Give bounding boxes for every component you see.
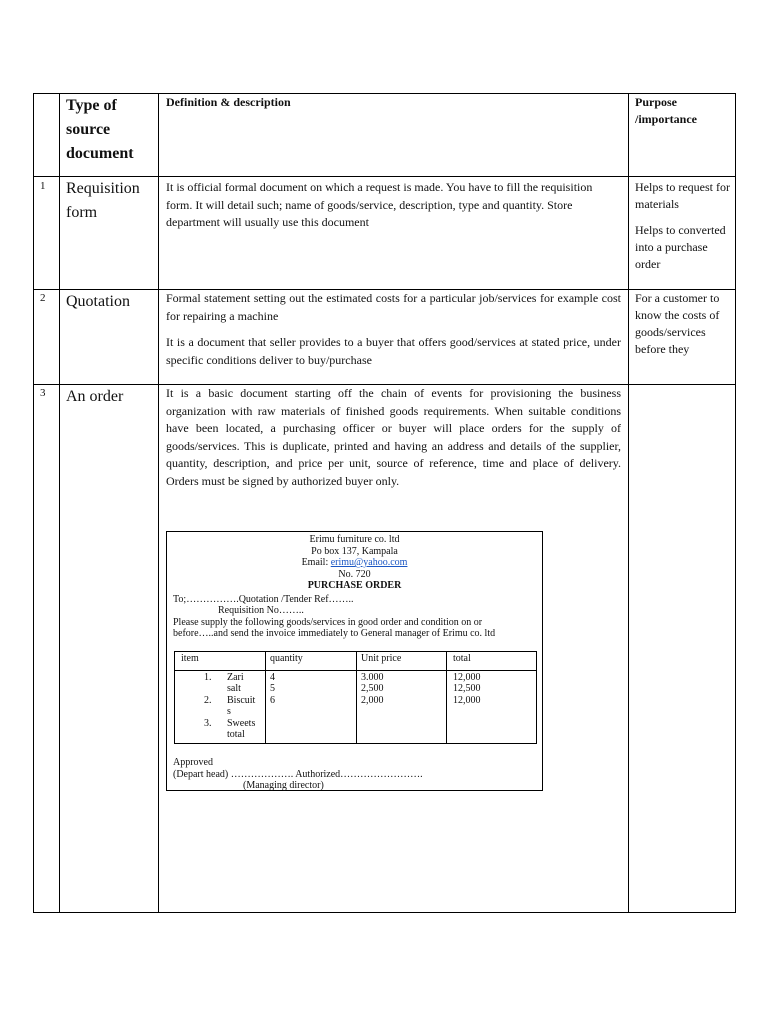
purpose-paragraph: Helps to request for materials bbox=[635, 180, 730, 211]
definition-paragraph: It is a basic document starting off the chain of events for provisioning the business organization with raw materials of finished goods requirements. When suitable conditions have been located, a purchasing officer or buyer will place orders for the supply of goods/services. This is duplicate, printed and having an address and details of the supplier, quantity, description, and price per unit, source of reference, time and place of delivery. Orders must be signed by authorized buyer only. bbox=[166, 386, 621, 488]
po-email bbox=[167, 557, 542, 569]
table-border-bottom bbox=[33, 912, 736, 913]
table-col-divider bbox=[59, 93, 60, 913]
definition-paragraph: Formal statement setting out the estimated costs for a particular job/services for example cost for repairing a machine bbox=[166, 291, 621, 323]
po-table-border bbox=[174, 651, 175, 744]
row-definition bbox=[166, 385, 621, 490]
po-instruction: before…..and send the invoice immediately to General manager of Erimu co. ltd bbox=[173, 628, 496, 639]
po-quantity: 5 bbox=[270, 683, 275, 694]
po-table-divider bbox=[265, 651, 266, 744]
po-title: PURCHASE ORDER bbox=[307, 580, 402, 591]
purpose-paragraph: For a customer to know the costs of goods/services before they bbox=[635, 291, 720, 356]
po-unit-price: 2,000 bbox=[361, 695, 384, 706]
po-item-name: total bbox=[227, 729, 245, 740]
row-definition bbox=[166, 179, 621, 232]
table-col-divider bbox=[158, 93, 159, 913]
po-instruction: Please supply the following goods/services in good order and condition on or bbox=[173, 617, 483, 628]
po-col-total: total bbox=[453, 653, 471, 664]
header-type-line: document bbox=[66, 145, 134, 162]
po-table-divider bbox=[356, 651, 357, 744]
header-definition: Definition & description bbox=[166, 95, 291, 109]
row-type-line: Quotation bbox=[66, 293, 130, 310]
row-purpose bbox=[635, 179, 731, 273]
po-number: No. 720 bbox=[338, 568, 371, 580]
row-type bbox=[66, 290, 156, 314]
po-email-link[interactable]: erimu@yahoo.com bbox=[330, 557, 408, 568]
po-depart-line: (Depart head) ………………. Authorized……………………. bbox=[173, 769, 423, 780]
purchase-order-form bbox=[166, 531, 543, 791]
header-purpose bbox=[635, 94, 733, 128]
po-table-divider bbox=[446, 651, 447, 744]
po-total: 12,000 bbox=[453, 672, 481, 683]
definition-paragraph: It is a document that seller provides to a buyer that offers good/services at stated price, under specific conditions deliver to buy/purchase bbox=[166, 335, 621, 367]
po-item-name: Biscuit bbox=[227, 695, 256, 706]
header-type-line: source bbox=[66, 121, 111, 138]
po-unit-price: 2,500 bbox=[361, 683, 384, 694]
po-table-border bbox=[536, 651, 537, 744]
header-type-of-source-document bbox=[66, 94, 156, 166]
po-company: Erimu furniture co. ltd bbox=[309, 534, 400, 545]
table-border-left bbox=[33, 93, 34, 913]
po-item-name: s bbox=[227, 706, 231, 717]
po-unit-price: 3.000 bbox=[361, 672, 384, 683]
table-col-divider bbox=[628, 93, 629, 913]
po-requisition-line: Requisition No…….. bbox=[218, 605, 304, 616]
header-purpose-line: /importance bbox=[635, 112, 697, 126]
header-purpose-line: Purpose bbox=[635, 95, 677, 109]
header-type-line: Type of bbox=[66, 97, 117, 114]
po-to-line: To;…………….Quotation /Tender Ref…….. bbox=[173, 594, 354, 605]
po-item-number: 3. bbox=[204, 718, 212, 729]
row-purpose bbox=[635, 290, 731, 358]
row-number: 1 bbox=[40, 180, 46, 192]
po-managing-director: (Managing director) bbox=[243, 780, 324, 791]
po-col-item: item bbox=[181, 653, 199, 664]
definition-paragraph: It is official formal document on which a request is made. You have to fill the requisition form. It will detail such; name of goods/service, description, type and quantity. Store department will usually use this document bbox=[166, 180, 593, 229]
row-type bbox=[66, 385, 156, 409]
po-item-number: 1. bbox=[204, 672, 212, 683]
table-border-right bbox=[735, 93, 736, 913]
row-type bbox=[66, 177, 156, 225]
po-quantity: 6 bbox=[270, 695, 275, 706]
po-item-name: Zari bbox=[227, 672, 244, 683]
row-number: 2 bbox=[40, 292, 46, 304]
row-number: 3 bbox=[40, 387, 46, 399]
po-item-number: 2. bbox=[204, 695, 212, 706]
po-quantity: 4 bbox=[270, 672, 275, 683]
row-type-line: form bbox=[66, 204, 98, 221]
po-address: Po box 137, Kampala bbox=[311, 545, 398, 557]
po-col-quantity: quantity bbox=[270, 653, 303, 664]
po-item-name: Sweets bbox=[227, 718, 256, 729]
po-approved: Approved bbox=[173, 757, 213, 768]
po-item-name: salt bbox=[227, 683, 241, 694]
purpose-paragraph: Helps to converted into a purchase order bbox=[635, 223, 726, 271]
po-col-unit-price: Unit price bbox=[361, 653, 402, 664]
row-definition bbox=[166, 290, 621, 369]
po-total: 12,500 bbox=[453, 683, 481, 694]
row-type-line: Requisition bbox=[66, 180, 140, 197]
po-items-table bbox=[174, 651, 537, 743]
po-header bbox=[167, 534, 542, 592]
po-email-label: Email: bbox=[301, 557, 331, 568]
row-type-line: An order bbox=[66, 388, 124, 405]
po-total: 12,000 bbox=[453, 695, 481, 706]
